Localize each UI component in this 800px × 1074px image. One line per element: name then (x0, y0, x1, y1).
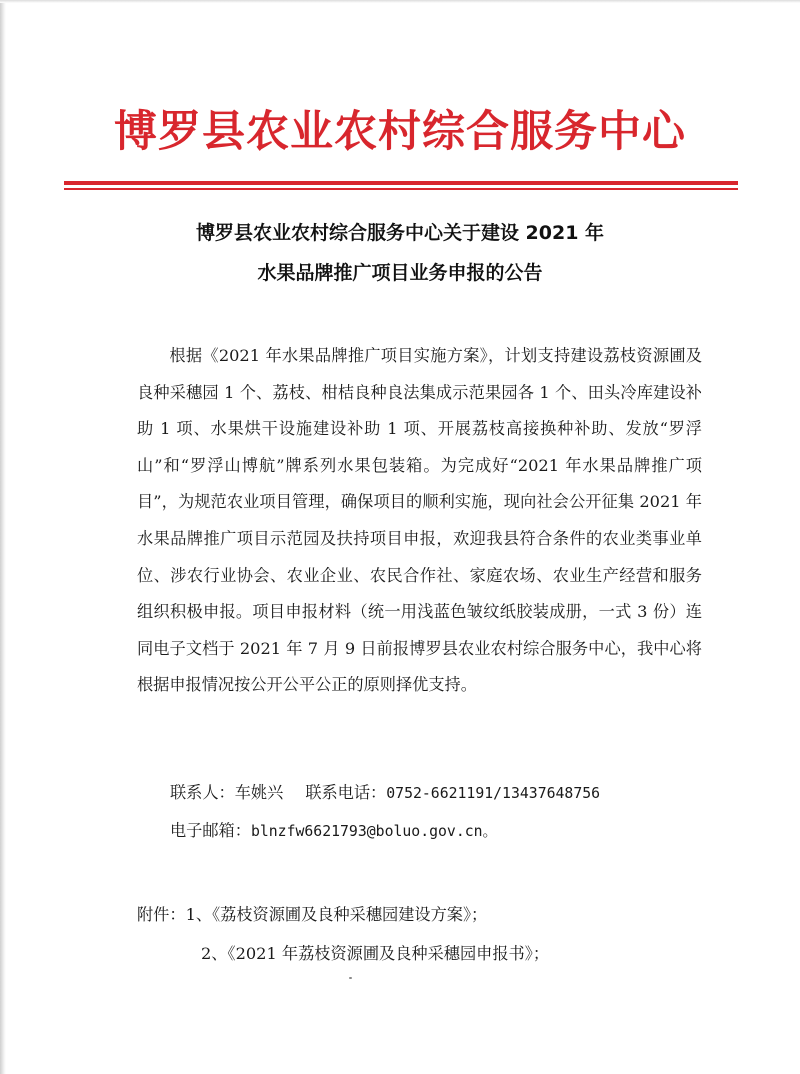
scan-page-edge-top (0, 0, 800, 3)
attachments-label: 附件： (137, 905, 186, 924)
scan-page-edge (0, 0, 6, 1074)
contact-person-label: 联系人： (170, 783, 235, 802)
contact-phone-value: 0752-6621191/13437648756 (386, 785, 601, 802)
contact-line (170, 781, 600, 806)
document-title-line-1: 博罗县农业农村综合服务中心关于建设 2021 年 (195, 222, 605, 244)
attachment-item-1: 1、《荔枝资源圃及良种采穗园建设方案》； (185, 905, 488, 924)
attachment-line-1 (137, 903, 487, 927)
attachment-item-2: 2、《2021 年荔枝资源圃及良种采穗园申报书》； (201, 944, 550, 963)
document-title-line-2: 水果品牌推广项目业务申报的公告 (257, 262, 543, 284)
letterhead-rule-thick (64, 181, 738, 185)
email-label: 电子邮箱： (170, 821, 251, 840)
contact-person-name: 车姚兴 (234, 783, 284, 802)
contact-phone-label: 联系电话： (305, 783, 387, 802)
body-paragraph: 根据《2021 年水果品牌推广项目实施方案》，计划支持建设荔枝资源圃及良种采穗园 1 个、荔枝、柑桔良种良法集成示范果园各 1 个、田头冷库建设补助 1 项、水果烘干设施建设补助 1 项、开展荔枝高接换种补助、发放“罗浮山”和“罗浮山博航”牌系列水果包装箱。为完成好“2021 年水果品牌推广项目”，为规范农业项目管理，确保项目的顺利实施，现向社会公开征集 2021 年水果品牌推广项目示范园及扶持项目申报，欢迎我县符合条件的农业类事业单位、涉农行业协会、农业企业、农民合作社、家庭农场、农业生产经营和服务组织积极申报。项目申报材料（统一用浅蓝色皱纹纸胶装成册，一式 3 份）连同电子文档于 2021 年 7 月 9 日前报博罗县农业农村综合服务中心，我中心将根据申报情况按公开公平公正的原则择优支持。 (137, 346, 702, 695)
attachment-line-2 (201, 942, 549, 966)
letterhead-title: 博罗县农业农村综合服务中心 (114, 107, 686, 157)
scan-speck (349, 977, 352, 979)
email-value: blnzfw6621793@boluo.gov.cn。 (250, 823, 498, 840)
email-line (170, 819, 497, 844)
letterhead-rule-thin (64, 188, 738, 190)
